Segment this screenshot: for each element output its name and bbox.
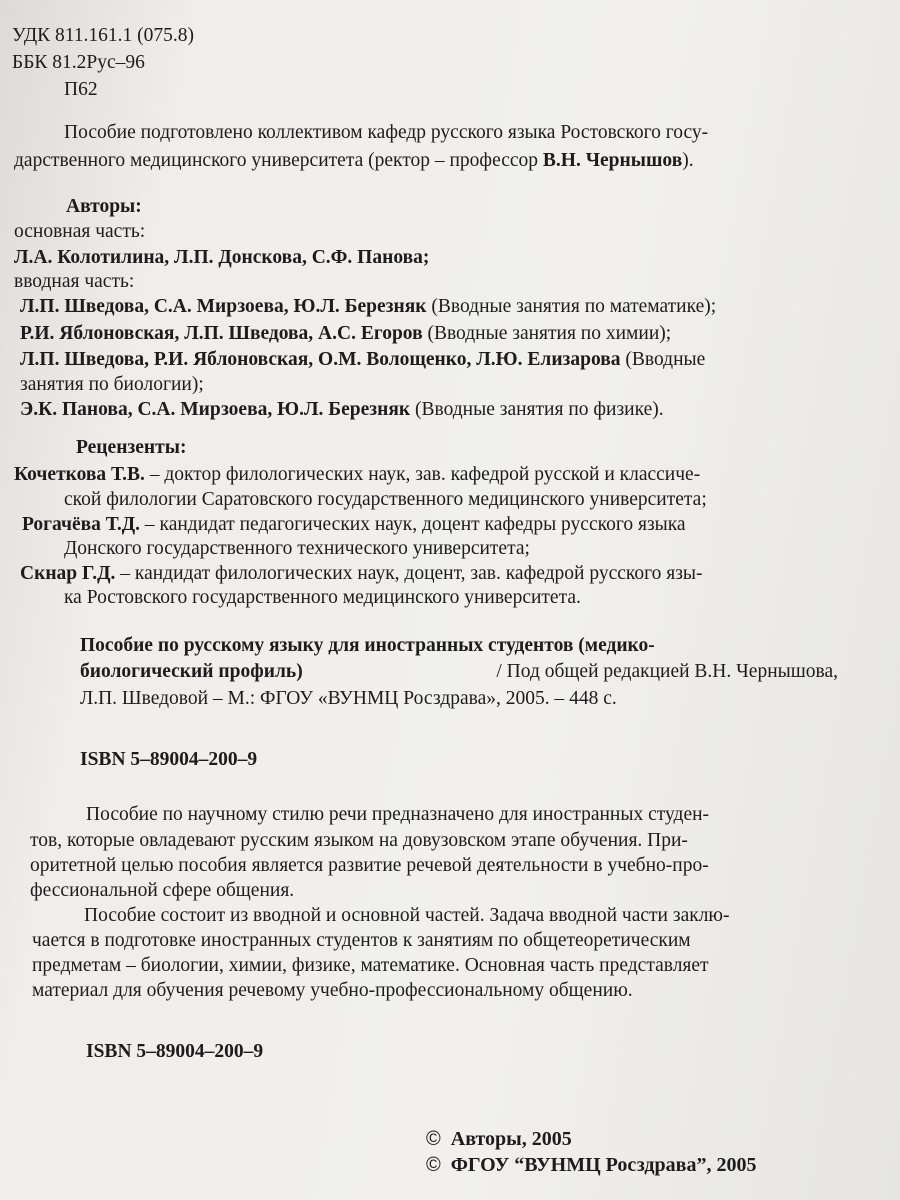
main-part-authors: Л.А. Колотилина, Л.П. Донскова, С.Ф. Панова;: [14, 247, 430, 268]
bbk-code: ББК 81.2Рус–96: [12, 52, 145, 73]
author-group-chemistry: Р.И. Яблоновская, Л.П. Шведова, А.С. Егоров (Вводные занятия по химии);: [20, 323, 672, 344]
intro-part-label: вводная часть:: [14, 271, 135, 292]
abstract-p2-line-2: чается в подготовке иностранных студентов к занятиям по общетеоретическим: [32, 930, 691, 951]
authors-heading: Авторы:: [66, 196, 142, 217]
citation-line-2: биологический профиль) / Под общей редакцией В.Н. Чернышова,: [80, 661, 838, 682]
isbn-bottom: ISBN 5–89004–200–9: [86, 1041, 264, 1062]
copyright-publisher: © ФГОУ “ВУНМЦ Росздрава”, 2005: [426, 1154, 757, 1176]
isbn-top: ISBN 5–89004–200–9: [80, 749, 258, 770]
abstract-p1-line-2: тов, которые овладевают русским языком на довузовском этапе обучения. При-: [30, 830, 688, 851]
author-group-physics: Э.К. Панова, С.А. Мирзоева, Ю.Л. Березняк (Вводные занятия по физике).: [20, 399, 664, 420]
abstract-p1-line-3: оритетной целью пособия является развитие речевой деятельности в учебно-про-: [30, 855, 709, 876]
reviewer-3-line-1: Скнар Г.Д. – кандидат филологических наук, доцент, зав. кафедрой русского язы-: [20, 563, 703, 584]
author-group-biology-cont: занятия по биологии);: [20, 374, 204, 395]
abstract-p2-line-3: предметам – биологии, химии, физике, математике. Основная часть представляет: [32, 955, 709, 976]
abstract-p2-line-1: Пособие состоит из вводной и основной частей. Задача вводной части заклю-: [84, 905, 730, 926]
intro-line-1: Пособие подготовлено коллективом кафедр русского языка Ростовского госу-: [64, 122, 709, 143]
citation-line-1: Пособие по русскому языку для иностранных студентов (медико-: [80, 635, 655, 656]
copyright-authors: © Авторы, 2005: [426, 1128, 572, 1150]
reviewers-heading: Рецензенты:: [76, 437, 187, 458]
abstract-p2-line-4: материал для обучения речевому учебно-профессиональному общению.: [32, 980, 633, 1001]
udk-code: УДК 811.161.1 (075.8): [12, 25, 195, 46]
author-group-math: Л.П. Шведова, С.А. Мирзоева, Ю.Л. Березняк (Вводные занятия по математике);: [20, 296, 717, 317]
abstract-p1-line-4: фессиональной сфере общения.: [30, 880, 295, 901]
main-part-label: основная часть:: [14, 221, 146, 242]
citation-line-3: Л.П. Шведовой – М.: ФГОУ «ВУНМЦ Росздрава», 2005. – 448 с.: [80, 688, 617, 709]
reviewer-1-line-2: ской филологии Саратовского государственного медицинского университета;: [64, 489, 707, 510]
reviewer-1-line-1: Кочеткова Т.В. – доктор филологических наук, зав. кафедрой русской и классиче-: [14, 464, 701, 485]
author-group-biology: Л.П. Шведова, Р.И. Яблоновская, О.М. Волощенко, Л.Ю. Елизарова (Вводные: [20, 349, 706, 370]
author-mark-code: П62: [64, 79, 98, 100]
reviewer-3-line-2: ка Ростовского государственного медицинского университета.: [64, 587, 581, 608]
reviewer-2-line-2: Донского государственного технического университета;: [64, 538, 530, 559]
abstract-p1-line-1: Пособие по научному стилю речи предназначено для иностранных студен-: [86, 804, 710, 825]
reviewer-2-line-1: Рогачёва Т.Д. – кандидат педагогических наук, доцент кафедры русского языка: [22, 514, 686, 535]
intro-line-2: дарственного медицинского университета (ректор – профессор В.Н. Чернышов).: [14, 150, 694, 171]
